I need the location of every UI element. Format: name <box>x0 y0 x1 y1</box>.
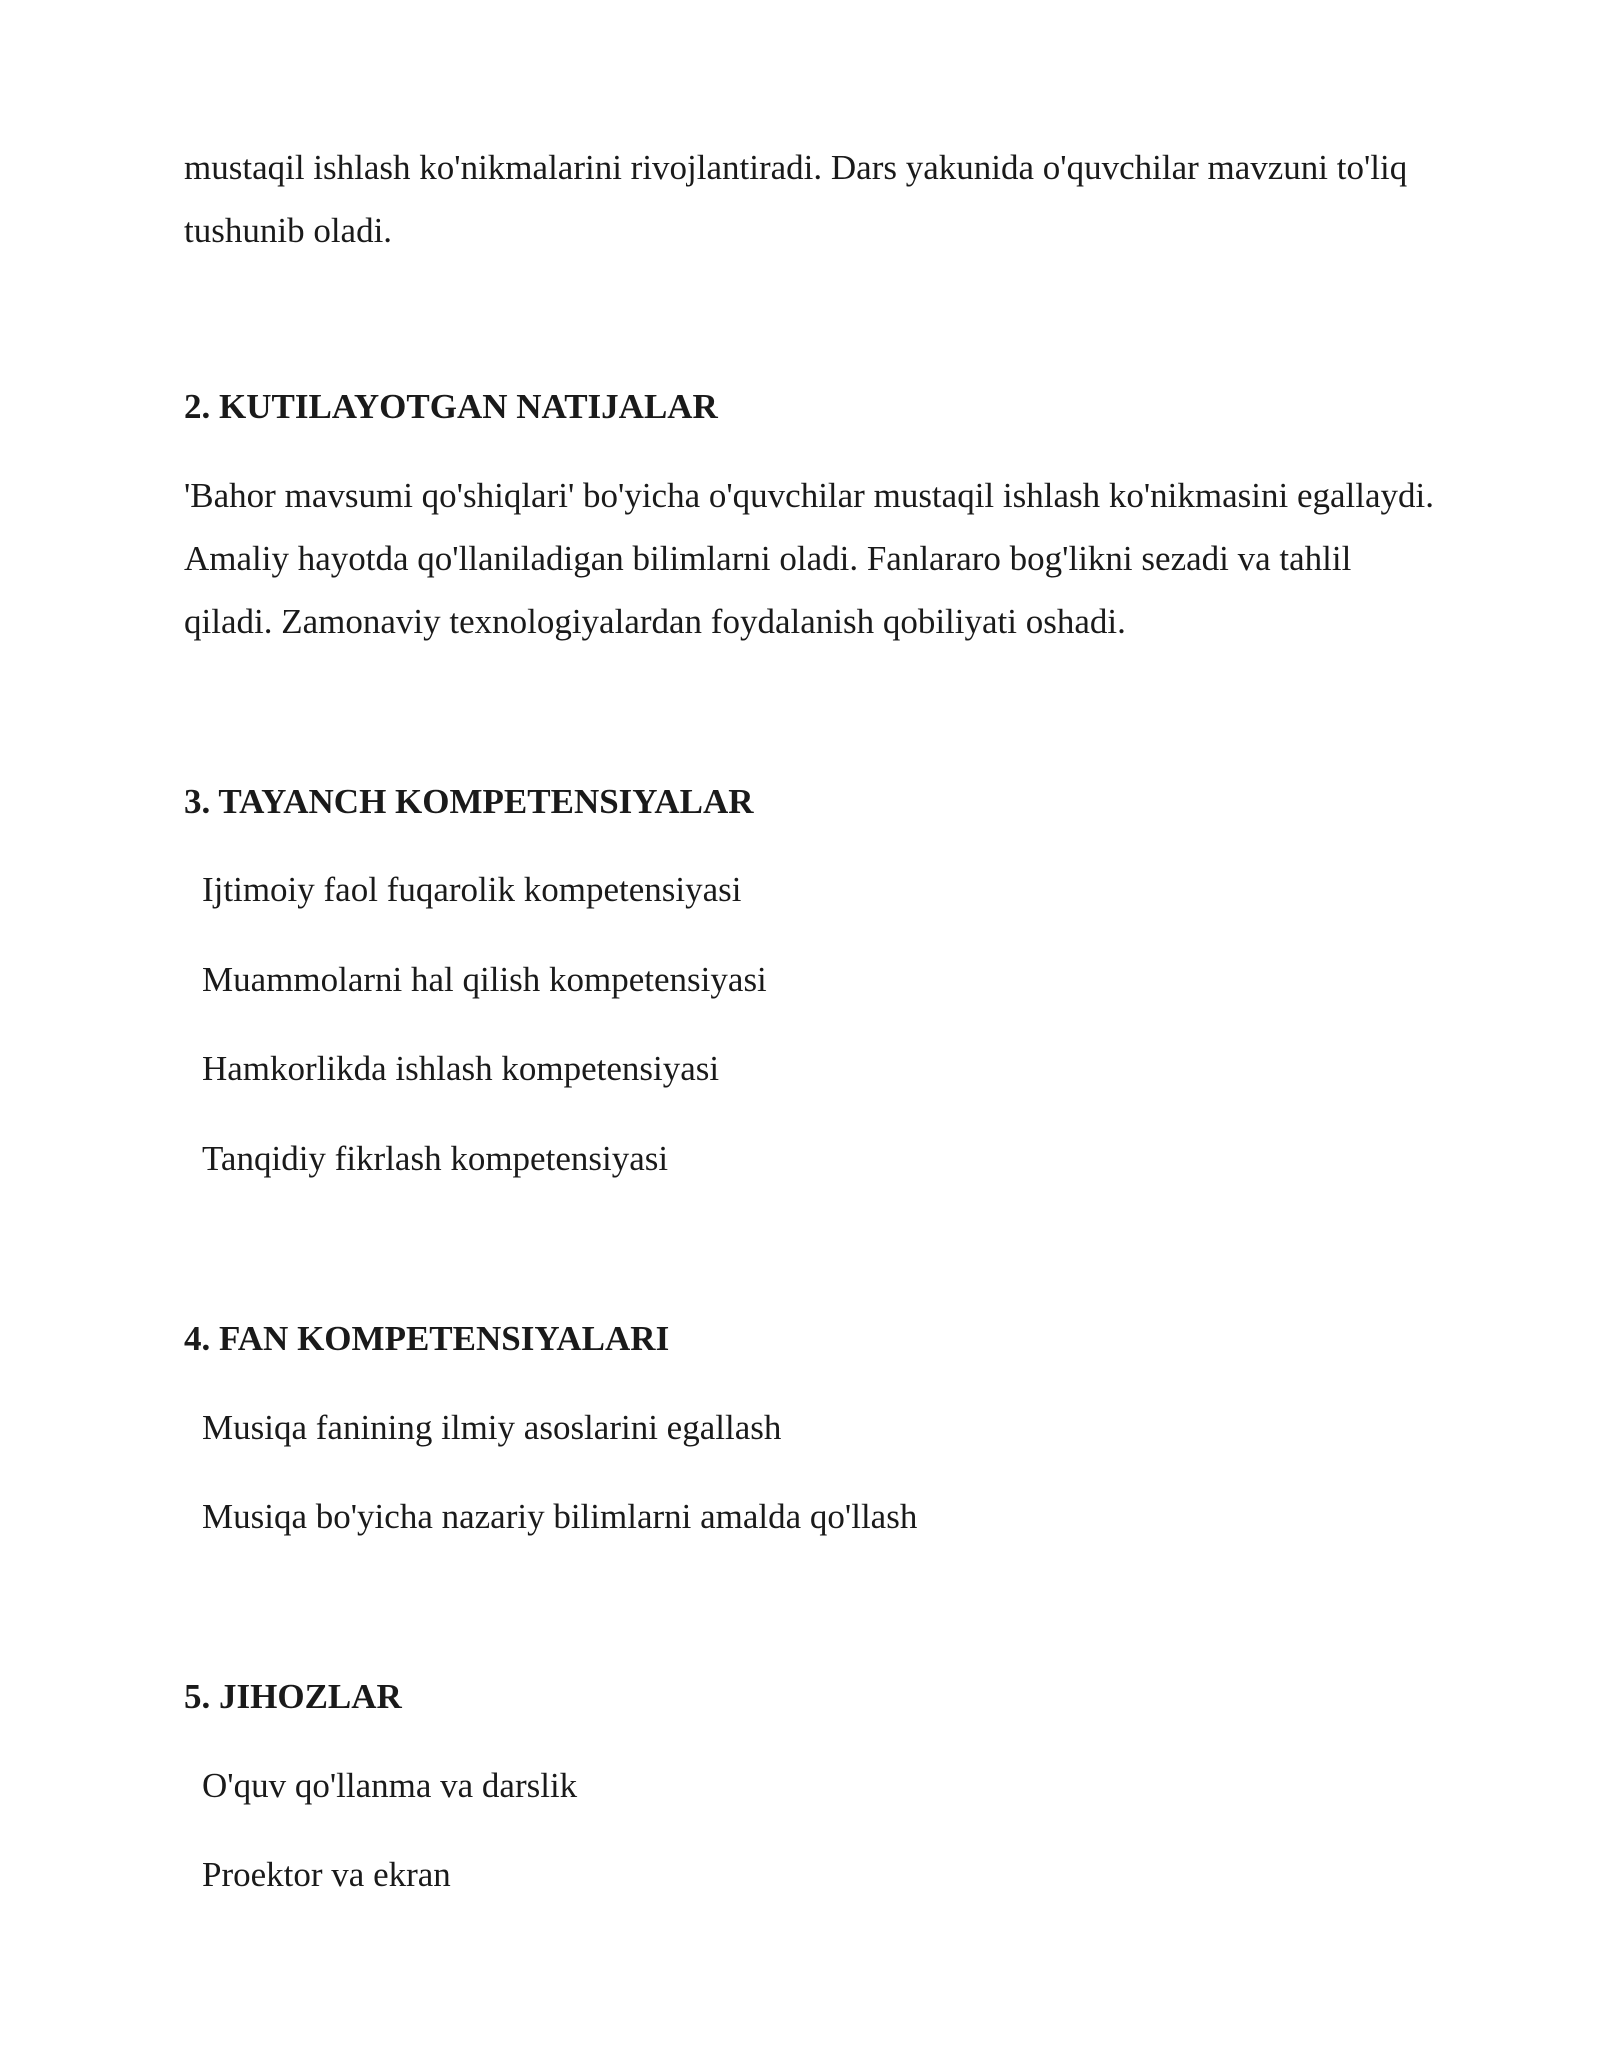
list-item: Hamkorlikda ishlash kompetensiyasi <box>202 1049 720 1088</box>
intro-paragraph: mustaqil ishlash ko'nikmalarini rivojlantiradi. Dars yakunida o'quvchilar mavzuni to'liq tushunib oladi. <box>184 148 1408 250</box>
natijalar-paragraph: 'Bahor mavsumi qo'shiqlari' bo'yicha o'quvchilar mustaqil ishlash ko'nikmasini egallaydi. Amaliy hayotda qo'llaniladigan bilimlarni oladi. Fanlararo bog'likni sezadi va tahlil qiladi. Zamonaviy texnologiyalardan foydalanish qobiliyati oshadi. <box>184 476 1435 641</box>
list-item: Muammolarni hal qilish kompetensiyasi <box>202 960 767 999</box>
list-item: Proektor va ekran <box>202 1855 451 1894</box>
list-item: Ijtimoiy faol fuqarolik kompetensiyasi <box>202 870 742 909</box>
list-item: Tanqidiy fikrlash kompetensiyasi <box>202 1139 669 1178</box>
list-item: O'quv qo'llanma va darslik <box>202 1766 578 1805</box>
list-item: Musiqa fanining ilmiy asoslarini egallash <box>202 1408 782 1447</box>
section-heading-jihozlar: 5. JIHOZLAR <box>184 1677 402 1716</box>
section-heading-fan: 4. FAN KOMPETENSIYALARI <box>184 1319 670 1358</box>
list-item: Musiqa bo'yicha nazariy bilimlarni amalda qo'llash <box>202 1497 918 1536</box>
section-heading-natijalar: 2. KUTILAYOTGAN NATIJALAR <box>184 387 718 426</box>
section-heading-tayanch: 3. TAYANCH KOMPETENSIYALAR <box>184 782 754 821</box>
